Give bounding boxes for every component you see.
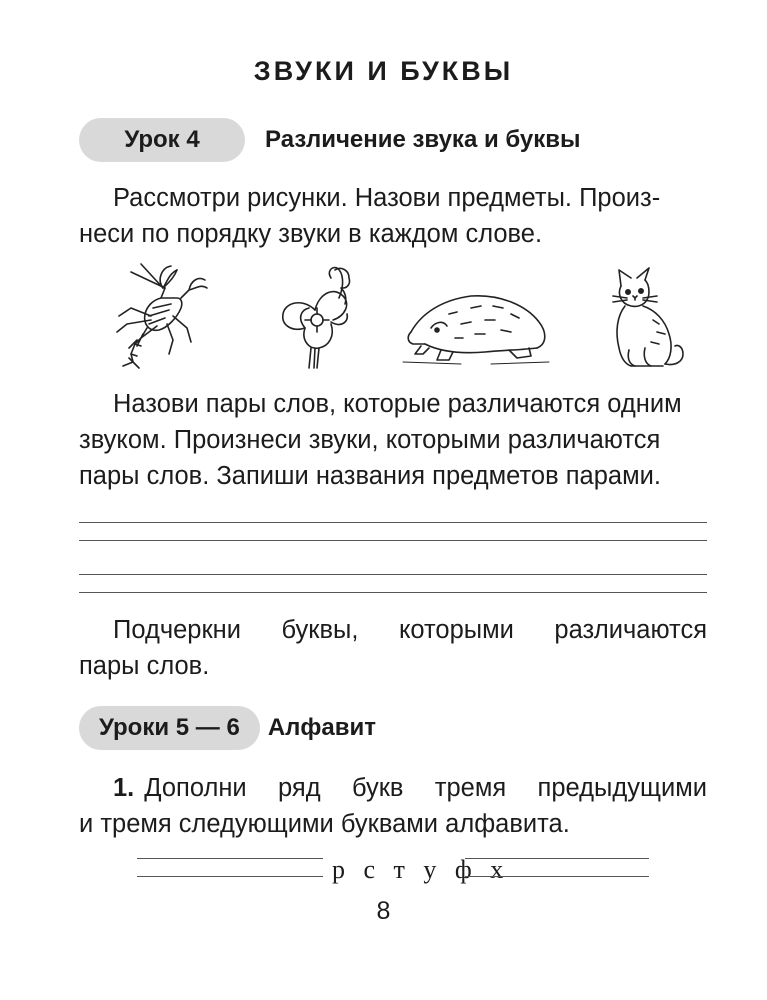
lesson-4-title: Различение звука и буквы <box>265 126 581 153</box>
blank-line-before[interactable] <box>137 858 323 859</box>
lessons-5-6-title: Алфавит <box>267 714 376 741</box>
crayfish-icon <box>107 258 217 370</box>
pictures-row <box>79 258 707 374</box>
task-line: пары слов. <box>79 652 210 680</box>
task-look-at-pictures <box>79 180 707 252</box>
task-text <box>144 770 707 806</box>
task-name-word-pairs <box>79 386 707 494</box>
task-line: Назови пары слов, которые различаются одним <box>113 390 682 418</box>
lessons-5-6-badge: Уроки 5 — 6 <box>79 706 260 750</box>
writing-line[interactable] <box>79 540 707 541</box>
task-underline-letters <box>79 612 707 684</box>
writing-line[interactable] <box>79 592 707 593</box>
poppy-flower-icon <box>275 258 365 370</box>
task-complete-alphabet <box>79 770 707 842</box>
writing-line[interactable] <box>79 522 707 523</box>
cat-icon <box>603 258 689 370</box>
alphabet-fill-row <box>137 852 649 888</box>
lessons-5-6-header <box>79 706 376 750</box>
page-title: ЗВУКИ И БУКВЫ <box>253 56 514 86</box>
blank-line-before[interactable] <box>137 876 323 877</box>
lesson-4-badge: Урок 4 <box>79 118 245 162</box>
page-number: 8 <box>376 897 391 925</box>
lesson-4-header <box>79 118 581 162</box>
blank-line-after[interactable] <box>465 858 649 859</box>
task-line: Подчеркни буквы, которыми различаются <box>113 616 707 644</box>
task-line <box>79 770 707 806</box>
task-line: пары слов. Запиши названия предметов парами. <box>79 462 661 490</box>
task-line: звуком. Произнеси звуки, которыми различаются <box>79 426 661 454</box>
writing-line[interactable] <box>79 574 707 575</box>
mole-icon <box>401 284 553 368</box>
blank-line-after[interactable] <box>465 876 649 877</box>
letter-sequence: р с т у ф х <box>332 855 510 884</box>
task-text-line2: и тремя следующими буквами алфавита. <box>79 810 570 838</box>
task-line: неси по порядку звуки в каждом слове. <box>79 220 543 248</box>
task-line: Рассмотри рисунки. Назови предметы. Произ- <box>113 184 661 212</box>
task-number: 1. <box>113 774 135 802</box>
task-text-line1: Дополни ряд букв тремя предыдущими <box>144 774 707 802</box>
